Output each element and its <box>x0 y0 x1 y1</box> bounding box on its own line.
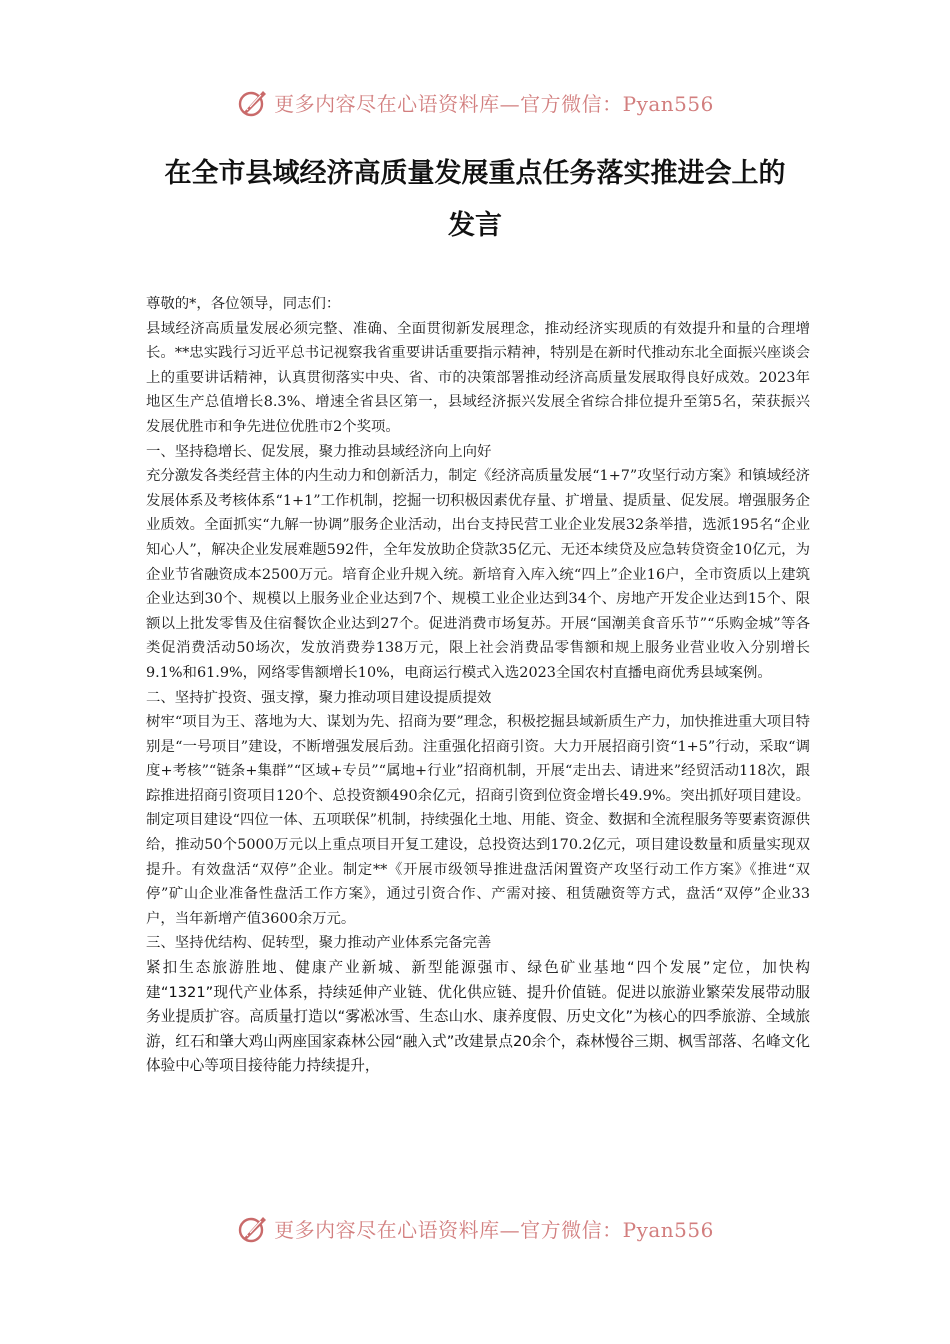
document-title <box>60 148 890 252</box>
footer-watermark-banner <box>0 1208 950 1248</box>
section-heading-1: 一、坚持稳增长、促发展，聚力推动县域经济向上向好 <box>146 443 492 460</box>
section-1-paragraph: 充分激发各类经营主体的内生动力和创新活力，制定《经济高质量发展“1+7”攻坚行动方案》和镇域经济发展体系及考核体系“1+1”工作机制，挖掘一切积极因素优存量、扩增量、提质量、促发展。增强服务企业质效。全面抓实“九解一协调”服务企业活动，出台支持民营工业企业发展32条举措，选派195名“企业知心人”，解决企业发展难题592件，全年发放助企贷款35亿元、无还本续贷及应急转贷资金10亿元，为企业节省融资成本2500万元。培育企业升规入统。新培育入库入统“四上”企业16户，全市资质以上建筑企业达到30个、规模以上服务业企业达到7个、规模工业企业达到34个、房地产开发企业达到15个、限额以上批发零售及住宿餐饮企业达到27个。促进消费市场复苏。开展“国潮美食音乐节”“乐购金城”等各类促消费活动50场次，发放消费券138万元，限上社会消费品零售额和规上服务业营业收入分别增长9.1%和61.9%，网络零售额增长10%，电商运行模式入选2023全国农村直播电商优秀县域案例。 <box>146 468 810 681</box>
salutation: 尊敬的*，各位领导，同志们： <box>146 296 341 312</box>
section-2-paragraph: 树牢“项目为王、落地为大、谋划为先、招商为要”理念，积极挖掘县域新质生产力，加快推进重大项目特别是“一号项目”建设，不断增强发展后劲。注重强化招商引资。大力开展招商引资“1+5”行动，采取“调度+考核”“链条+集群”“区域+专员”“属地+行业”招商机制，开展“走出去、请进来”经贸活动118次，跟踪推进招商引资项目120个、总投资额490余亿元，招商引资到位资金增长49.9%。突出抓好项目建设。制定项目建设“四位一体、五项联保”机制，持续强化土地、用能、资金、数据和全流程服务等要素资源供给，推动50个5000万元以上重点项目开复工建设，总投资达到170.2亿元，项目建设数量和质量实现双提升。有效盘活“双停”企业。制定**《开展市级领导推进盘活闲置资产攻坚行动工作方案》《推进“双停”矿山企业准备性盘活工作方案》，通过引资合作、产需对接、租赁融资等方式，盘活“双停”企业33户，当年新增产值3600余万元。 <box>146 714 810 927</box>
header-watermark-text: 更多内容尽在心语资料库—官方微信：Pyan556 <box>274 91 714 116</box>
intro-paragraph: 县域经济高质量发展必须完整、准确、全面贯彻新发展理念，推动经济实现质的有效提升和量的合理增长。**忠实践行习近平总书记视察我省重要讲话重要指示精神，特别是在新时代推动东北全面振兴座谈会上的重要讲话精神，认真贯彻落实中央、省、市的决策部署推动经济高质量发展取得良好成效。2023年地区生产总值增长8.3%、增速全省县区第一，县域经济振兴发展全省综合排位提升至第5名，荣获振兴发展优胜市和争先进位优胜市2个奖项。 <box>146 320 810 435</box>
document-body <box>146 292 810 1079</box>
document-title-line-1: 在全市县域经济高质量发展重点任务落实推进会上的 <box>164 158 786 189</box>
feather-pen-logo-icon <box>236 85 270 119</box>
header-watermark-banner <box>0 82 950 122</box>
section-heading-2: 二、坚持扩投资、强支撑，聚力推动项目建设提质提效 <box>146 689 492 706</box>
document-title-line-2: 发言 <box>448 210 502 241</box>
footer-watermark-text: 更多内容尽在心语资料库—官方微信：Pyan556 <box>274 1217 714 1242</box>
section-heading-3: 三、坚持优结构、促转型，聚力推动产业体系完备完善 <box>146 935 492 952</box>
section-3-paragraph: 紧扣生态旅游胜地、健康产业新城、新型能源强市、绿色矿业基地“四个发展”定位，加快构建“1321”现代产业体系，持续延伸产业链、优化供应链、提升价值链。促进以旅游业繁荣发展带动服务业提质扩容。高质量打造以“雾凇冰雪、生态山水、康养度假、历史文化”为核心的四季旅游、全域旅游，红石和肇大鸡山两座国家森林公园“融入式”改建景点20余个，森林慢谷三期、枫雪部落、名峰文化体验中心等项目接待能力持续提升， <box>146 959 810 1075</box>
feather-pen-logo-icon <box>236 1211 270 1245</box>
